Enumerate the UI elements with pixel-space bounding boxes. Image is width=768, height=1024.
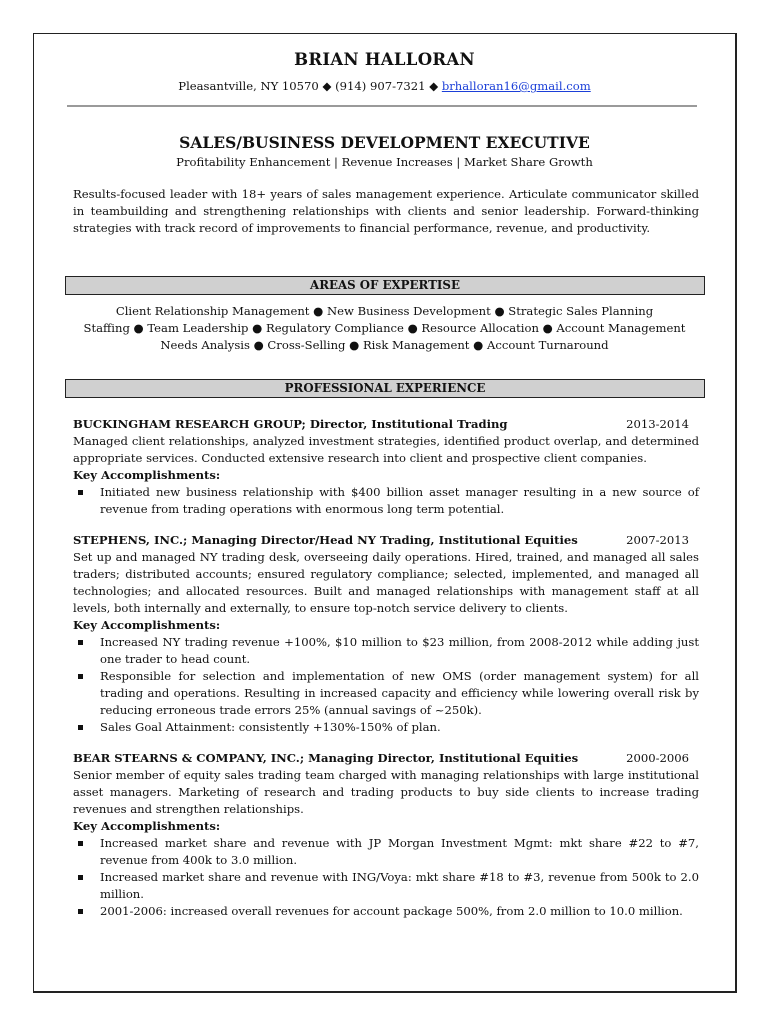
expertise-line: Needs Analysis ● Cross-Selling ● Risk Management ● Account Turnaround: [160, 338, 609, 352]
job-dates: 2000-2006: [626, 751, 689, 765]
key-accomplishments-label: Key Accomplishments:: [73, 819, 221, 833]
summary-paragraph: Results-focused leader with 18+ years of sales management experience. Articulate communicator skilled in teambuilding and strengthening relationships with clients and senior leadership. Forward-thinking strategies with track record of improvements to financial performance, revenue, and productivity.: [73, 187, 699, 235]
expertise-line: Staffing ● Team Leadership ● Regulatory Compliance ● Resource Allocation ● Account Management: [83, 321, 686, 335]
separator-diamond-icon: ◆: [429, 79, 439, 93]
key-accomplishments-label: Key Accomplishments:: [73, 618, 221, 632]
job-description: Managed client relationships, analyzed investment strategies, identified product overlap, and determined appropriate services. Conducted extensive research into client and prospective client companies.: [73, 434, 699, 465]
accomplishment-item: Increased NY trading revenue +100%, $10 million to $23 million, from 2008-2012 while adding just one trader to head count.: [73, 634, 699, 668]
expertise-list: [34, 303, 735, 354]
accomplishment-item: Responsible for selection and implementation of new OMS (order management system) for all trading and operations. Resulting in increased capacity and efficiency while lowering overall risk by reducing erroneous trade errors 25% (annual savings of ~250k).: [73, 668, 699, 719]
job-entry: [73, 532, 699, 736]
headline-title: SALES/BUSINESS DEVELOPMENT EXECUTIVE: [179, 133, 590, 152]
contact-line: [34, 79, 735, 93]
phone: (914) 907-7321: [335, 79, 426, 93]
job-description: Set up and managed NY trading desk, overseeing daily operations. Hired, trained, and managed all sales traders; distributed accounts; ensured regulatory compliance; selected, implemented, and managed all technologies; and allocated resources. Built and managed relationships with management staff at all levels, both internally and externally, to ensure top-notch service delivery to clients.: [73, 550, 699, 615]
separator-diamond-icon: ◆: [322, 79, 332, 93]
job-title: STEPHENS, INC.; Managing Director/Head NY Trading, Institutional Equities: [73, 533, 578, 547]
job-dates: 2013-2014: [626, 417, 689, 431]
job-title: BEAR STEARNS & COMPANY, INC.; Managing Director, Institutional Equities: [73, 751, 579, 765]
job-header: [73, 532, 699, 549]
accomplishment-item: 2001-2006: increased overall revenues for account package 500%, from 2.0 million to 10.0 million.: [73, 903, 699, 920]
resume-page: [33, 33, 737, 993]
location: Pleasantville, NY 10570: [178, 79, 319, 93]
experience-heading: PROFESSIONAL EXPERIENCE: [65, 379, 705, 398]
candidate-name: BRIAN HALLORAN: [294, 50, 475, 69]
accomplishment-list: [73, 484, 699, 518]
job-header: [73, 750, 699, 767]
job-entry: [73, 416, 699, 518]
expertise-heading: AREAS OF EXPERTISE: [65, 276, 705, 295]
job-entry: [73, 750, 699, 920]
key-accomplishments-label: Key Accomplishments:: [73, 468, 221, 482]
accomplishment-item: Initiated new business relationship with $400 billion asset manager resulting in a new source of revenue from trading operations with enormous long term potential.: [73, 484, 699, 518]
header-divider: [67, 105, 697, 107]
headline-subtitle: Profitability Enhancement | Revenue Increases | Market Share Growth: [176, 155, 593, 169]
accomplishment-item: Increased market share and revenue with ING/Voya: mkt share #18 to #3, revenue from 500k to 2.0 million.: [73, 869, 699, 903]
accomplishment-list: [73, 634, 699, 736]
accomplishment-item: Sales Goal Attainment: consistently +130%-150% of plan.: [73, 719, 699, 736]
job-dates: 2007-2013: [626, 533, 689, 547]
expertise-line: Client Relationship Management ● New Business Development ● Strategic Sales Planning: [115, 304, 654, 318]
job-header: [73, 416, 699, 433]
accomplishment-item: Increased market share and revenue with JP Morgan Investment Mgmt: mkt share #22 to #7, revenue from 400k to 3.0 million.: [73, 835, 699, 869]
job-description: Senior member of equity sales trading team charged with managing relationships with large institutional asset managers. Marketing of research and trading products to buy side clients to increase trading revenues and strengthen relationships.: [73, 768, 699, 816]
job-title: BUCKINGHAM RESEARCH GROUP; Director, Institutional Trading: [73, 417, 508, 431]
accomplishment-list: [73, 835, 699, 920]
email-link[interactable]: brhalloran16@gmail.com: [441, 79, 591, 93]
